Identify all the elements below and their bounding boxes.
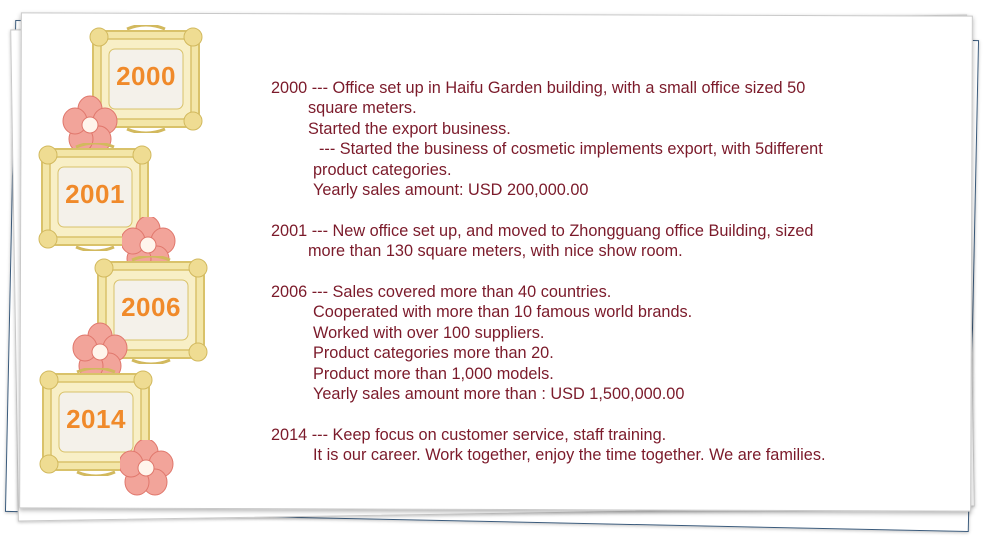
year-label-2006: 2006 (121, 292, 181, 322)
history-line: 2000 --- Office set up in Haifu Garden building, with a small office sized 50 (271, 79, 806, 97)
history-entry-2000 (271, 78, 931, 200)
history-entry-2006 (271, 282, 931, 404)
history-line: It is our career. Work together, enjoy the time together. We are families. (313, 446, 826, 465)
history-line: Yearly sales amount: USD 200,000.00 (313, 181, 589, 200)
history-line: 2006 --- Sales covered more than 40 countries. (271, 283, 612, 302)
flower-decoration (120, 440, 180, 500)
history-entry-2014 (271, 425, 931, 466)
history-line: Worked with over 100 suppliers. (313, 323, 545, 342)
history-line: Product categories more than 20. (313, 344, 554, 363)
history-line: square meters. (308, 99, 417, 118)
history-line: 2001 --- New office set up, and moved to Zhongguang office Building, sized (271, 221, 814, 240)
history-line: Cooperated with more than 10 famous world brands. (313, 303, 693, 322)
history-line: product categories. (313, 160, 452, 179)
history-line: 2014 --- Keep focus on customer service, staff training. (271, 425, 667, 444)
history-line: more than 130 square meters, with nice show room. (308, 242, 683, 261)
year-label-2001: 2001 (65, 179, 125, 209)
year-label-2014: 2014 (66, 404, 126, 434)
year-label-2000: 2000 (116, 61, 176, 91)
history-line: Yearly sales amount more than : USD 1,500,000.00 (313, 385, 685, 404)
history-line: Product more than 1,000 models. (313, 364, 554, 383)
history-entry-2001 (271, 221, 931, 262)
history-line: Started the export business. (308, 119, 511, 138)
history-line: --- Started the business of cosmetic implements export, with 5different (319, 140, 823, 159)
company-history-timeline (271, 78, 931, 486)
